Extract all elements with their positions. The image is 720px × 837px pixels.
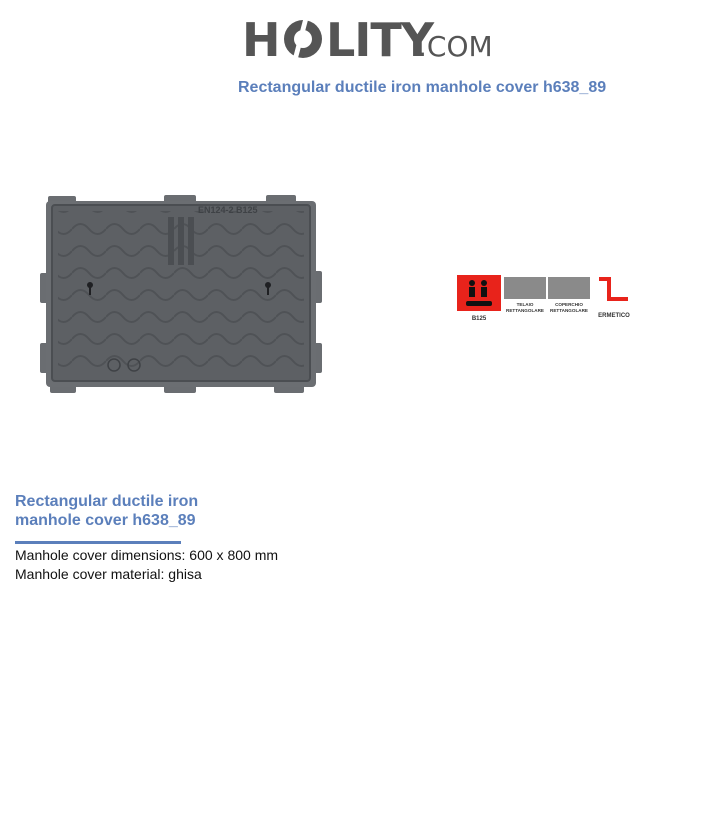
feature-icons bbox=[456, 273, 632, 323]
product-heading bbox=[15, 492, 275, 530]
logo-letter-h: H bbox=[242, 13, 280, 67]
product-heading-line2: manhole cover h638_89 bbox=[15, 512, 196, 529]
product-heading-line1: Rectangular ductile iron bbox=[15, 493, 199, 510]
manhole-cover-image[interactable] bbox=[38, 193, 324, 395]
logo-o-icon bbox=[282, 18, 324, 60]
cover-icon bbox=[548, 277, 590, 313]
frame-icon bbox=[504, 277, 546, 313]
hermetic-icon bbox=[598, 277, 630, 319]
logo-letters: LITY bbox=[326, 13, 434, 67]
svg-text:RETTANGOLARE: RETTANGOLARE bbox=[506, 308, 544, 313]
cover-marking: EN124-2 B125 bbox=[198, 205, 258, 215]
spec-dimensions: Manhole cover dimensions: 600 x 800 mm bbox=[15, 547, 279, 563]
svg-text:TELAIO: TELAIO bbox=[516, 302, 534, 307]
svg-text:RETTANGOLARE: RETTANGOLARE bbox=[550, 308, 588, 313]
brand-logo[interactable] bbox=[242, 12, 493, 68]
logo-domain: .COM bbox=[418, 30, 493, 63]
load-class-label: B125 bbox=[471, 316, 487, 322]
load-class-icon bbox=[457, 275, 501, 322]
heading-divider bbox=[15, 541, 181, 544]
page-title: Rectangular ductile iron manhole cover h638_89 bbox=[238, 79, 607, 96]
svg-text:ERMETICO: ERMETICO bbox=[598, 313, 630, 319]
spec-material: Manhole cover material: ghisa bbox=[15, 566, 202, 582]
svg-text:COPERCHIO: COPERCHIO bbox=[555, 302, 583, 307]
